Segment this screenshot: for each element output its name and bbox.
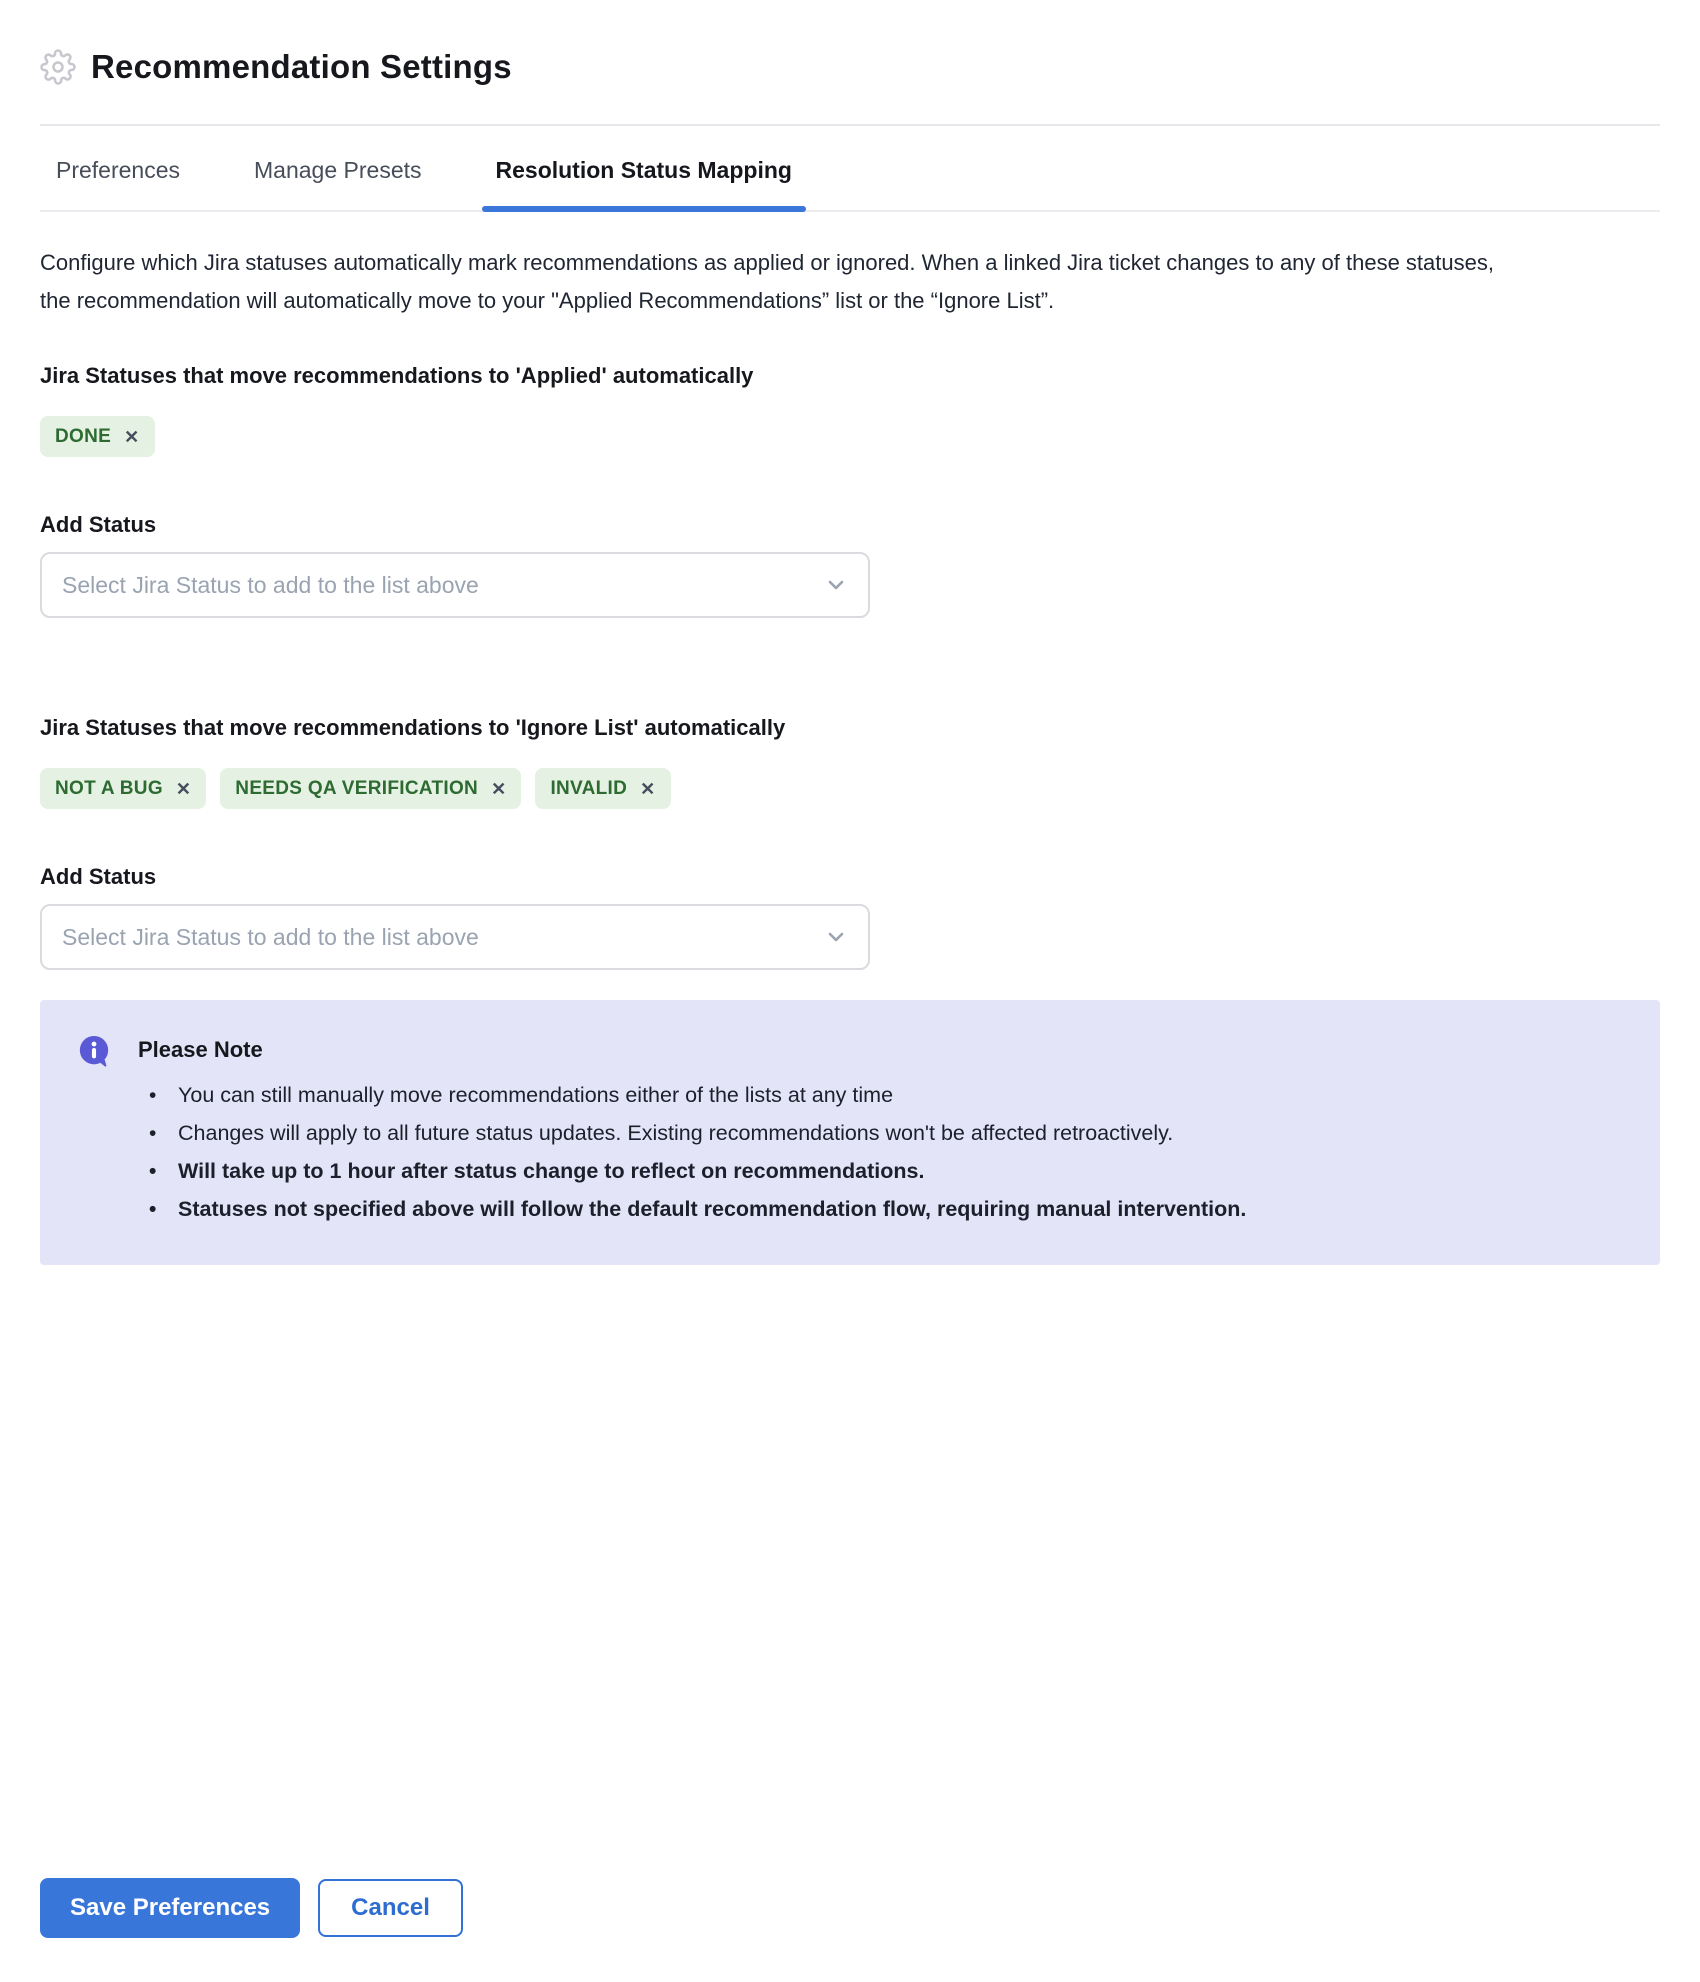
cancel-button[interactable]: Cancel (318, 1879, 463, 1937)
ignore-section-heading: Jira Statuses that move recommendations to 'Ignore List' automatically (40, 715, 786, 740)
page-title: Recommendation Settings (91, 48, 512, 85)
save-preferences-button[interactable]: Save Preferences (40, 1878, 300, 1938)
status-tag (535, 768, 670, 809)
select-placeholder: Select Jira Status to add to the list above (62, 923, 479, 950)
info-icon (77, 1034, 111, 1068)
status-tag-label: DONE (55, 425, 112, 447)
page-description: Configure which Jira statuses automatically mark recommendations as applied or ignored. When a linked Jira ticket changes to any of these statuses, the recommendation will automatically move to your "Applied Recommendations” list or the “Ignore List”. (40, 250, 1494, 313)
applied-tags (40, 416, 1660, 457)
ignore-section (40, 714, 1660, 970)
note-bullet (147, 1196, 1620, 1223)
note-bullet (147, 1120, 1620, 1147)
tab-label: Manage Presets (254, 157, 422, 183)
remove-tag-icon[interactable]: ✕ (640, 778, 656, 799)
note-bullet-text: Changes will apply to all future status updates. Existing recommendations won't be affected retroactively. (178, 1121, 1174, 1145)
note-bullet (147, 1158, 1620, 1185)
note-bullet-text: Will take up to 1 hour after status change to reflect on recommendations. (178, 1159, 925, 1183)
ignore-tags (40, 768, 1660, 809)
note-header (77, 1036, 1620, 1068)
ignore-status-select[interactable] (40, 904, 870, 970)
applied-status-select[interactable] (40, 552, 870, 618)
tab[interactable] (482, 126, 806, 210)
note-bullet (147, 1082, 1620, 1109)
add-status-label: Add Status (40, 864, 157, 889)
note-title: Please Note (138, 1037, 263, 1062)
tab-label: Resolution Status Mapping (495, 157, 792, 183)
status-tag (40, 768, 206, 809)
applied-section (40, 362, 1660, 618)
status-tag (40, 416, 155, 457)
tab-label: Preferences (56, 157, 181, 183)
applied-section-heading: Jira Statuses that move recommendations to 'Applied' automatically (40, 363, 754, 388)
tab[interactable] (240, 126, 435, 210)
gear-icon (40, 49, 76, 85)
select-placeholder: Select Jira Status to add to the list above (62, 571, 479, 598)
please-note-callout (40, 1000, 1660, 1265)
note-bullet-list (77, 1082, 1620, 1223)
note-bullet-text: Statuses not specified above will follow the default recommendation flow, requiring manual intervention. (178, 1197, 1247, 1221)
page-header (40, 0, 1660, 90)
tab[interactable] (42, 126, 194, 210)
status-tag-label: NEEDS QA VERIFICATION (235, 777, 479, 799)
status-tag (220, 768, 521, 809)
chevron-down-icon (824, 925, 848, 949)
add-status-label: Add Status (40, 512, 157, 537)
note-bullet-text: You can still manually move recommendations either of the lists at any time (178, 1083, 894, 1107)
remove-tag-icon[interactable]: ✕ (175, 778, 192, 799)
status-tag-label: INVALID (550, 777, 628, 799)
remove-tag-icon[interactable]: ✕ (491, 778, 507, 799)
chevron-down-icon (824, 573, 848, 597)
remove-tag-icon[interactable]: ✕ (124, 426, 140, 447)
status-tag-label: NOT A BUG (55, 777, 163, 799)
footer-actions (40, 1878, 463, 1938)
tab-bar (40, 126, 1660, 212)
